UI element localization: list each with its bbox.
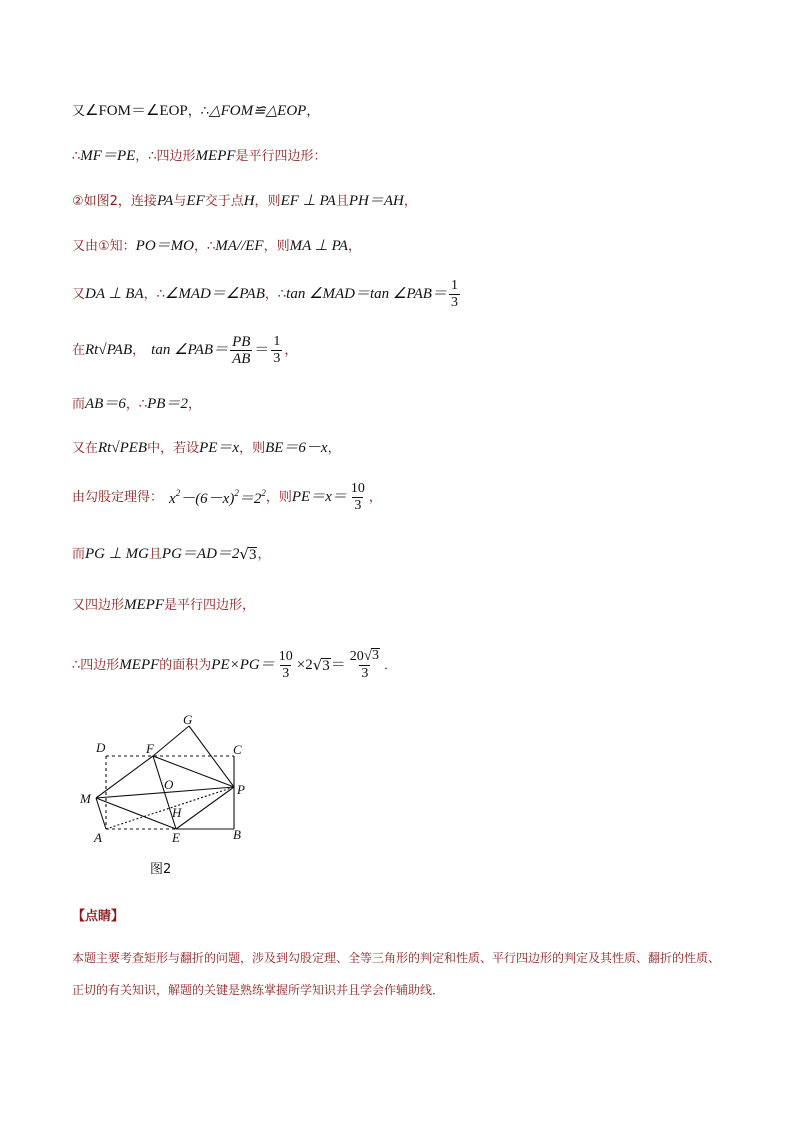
label-P: P bbox=[237, 782, 245, 797]
text: 的面积为 bbox=[159, 657, 212, 673]
solution-line-11 bbox=[72, 598, 255, 613]
label-A: A bbox=[94, 830, 102, 845]
text: ， bbox=[187, 397, 201, 412]
math: PE×PG＝ bbox=[211, 656, 275, 673]
text: ②如图2，连接 bbox=[72, 194, 157, 209]
math: tan ∠MAD＝tan ∠PAB＝ bbox=[286, 286, 447, 302]
solution-line-2 bbox=[72, 149, 327, 164]
segment-EP bbox=[176, 787, 234, 829]
text: ，则 bbox=[254, 194, 281, 209]
text: ， bbox=[257, 547, 271, 562]
math: tan ∠PAB＝ bbox=[151, 342, 229, 358]
solution-line-9 bbox=[72, 481, 382, 514]
text: 由勾股定理得： bbox=[72, 490, 164, 505]
text: ， bbox=[327, 441, 341, 456]
text: 又由①知： bbox=[72, 239, 136, 254]
fraction bbox=[277, 649, 295, 682]
text: 而 bbox=[72, 397, 86, 412]
math: PA bbox=[156, 193, 174, 209]
solution-line-3 bbox=[72, 194, 417, 209]
math: ＝ bbox=[254, 342, 270, 358]
text: 是平行四边形： bbox=[235, 149, 327, 164]
numerator: 10 bbox=[278, 648, 293, 664]
text: 交于点 bbox=[204, 194, 244, 209]
math: MEPF bbox=[119, 656, 160, 673]
text: ，则 bbox=[263, 239, 290, 254]
math: MF＝PE bbox=[80, 148, 136, 164]
text: ，则 bbox=[265, 490, 292, 505]
text: ，∴ bbox=[187, 104, 210, 119]
math: Rt√PEB bbox=[98, 440, 148, 456]
commentary-line-1: 本题主要考查矩形与翻折的问题，涉及到勾股定理、全等三角形的判定和性质、平行四边形的判定及其性质、翻折的性质、 bbox=[72, 951, 721, 965]
label-G: G bbox=[183, 712, 193, 727]
label-H: H bbox=[172, 805, 182, 820]
text: ∴四边形 bbox=[72, 657, 120, 673]
solution-line-6 bbox=[72, 334, 297, 367]
solution-line-1 bbox=[72, 104, 319, 119]
text: ∴ bbox=[72, 149, 81, 164]
solution-line-4 bbox=[72, 239, 361, 254]
text: ， bbox=[403, 194, 417, 209]
text: ，∴ bbox=[143, 287, 165, 302]
text: 且 bbox=[148, 547, 162, 562]
square-root: √ 3 bbox=[312, 655, 330, 674]
math: △FOM≌△EOP bbox=[209, 103, 307, 119]
square-root: √ 3 bbox=[239, 545, 257, 563]
math: BE＝6－x bbox=[265, 440, 328, 456]
numerator: 10 bbox=[350, 481, 365, 496]
text: 与 bbox=[173, 194, 187, 209]
text: 且 bbox=[335, 194, 349, 209]
segment-MA bbox=[96, 798, 106, 829]
text: 而 bbox=[72, 547, 86, 562]
denominator: 3 bbox=[273, 351, 281, 366]
math: MA//EF bbox=[215, 238, 264, 254]
math: ＝ bbox=[330, 656, 346, 673]
text: ，则 bbox=[239, 441, 266, 456]
figure-caption: 图2 bbox=[150, 862, 172, 877]
label-E: E bbox=[172, 830, 180, 845]
geometry-figure-2 bbox=[76, 712, 266, 852]
text: 又在 bbox=[72, 441, 99, 456]
text: 又四边形 bbox=[72, 598, 125, 613]
solution-line-10 bbox=[72, 547, 271, 562]
text: ， bbox=[368, 490, 382, 505]
numerator: 20 √ 3 bbox=[349, 648, 380, 664]
math: PO＝MO bbox=[135, 238, 194, 254]
text: ，∴ bbox=[264, 287, 287, 302]
label-C: C bbox=[233, 742, 242, 757]
text: 中，若设 bbox=[147, 441, 200, 456]
math: PG ⊥ MG bbox=[85, 546, 149, 562]
text: ， bbox=[306, 104, 320, 119]
label-O: O bbox=[164, 777, 174, 792]
denominator: 3 bbox=[361, 666, 369, 681]
math: $x^2-(6-x)^2=2^2$ bbox=[169, 487, 266, 507]
fraction bbox=[449, 278, 460, 311]
text: ，∴四边形 bbox=[135, 149, 196, 164]
label-D: D bbox=[96, 740, 106, 755]
label-F: F bbox=[146, 741, 154, 756]
commentary-heading: 【点睛】 bbox=[72, 909, 125, 924]
segment-ME bbox=[96, 798, 176, 829]
math: ∠MAD＝∠PAB bbox=[164, 286, 265, 302]
math: MEPF bbox=[195, 148, 236, 164]
math: Rt√PAB bbox=[85, 342, 133, 358]
text: ， bbox=[347, 239, 361, 254]
numerator: PB bbox=[232, 334, 251, 350]
math: PE＝x＝ bbox=[291, 489, 347, 505]
fraction bbox=[271, 334, 282, 367]
math: PH＝AH bbox=[348, 193, 404, 209]
math: H bbox=[243, 193, 255, 209]
segment-FG bbox=[153, 726, 189, 756]
text: ，∴ bbox=[193, 239, 216, 254]
math: AB＝6 bbox=[85, 396, 126, 412]
numerator: 1 bbox=[450, 278, 458, 293]
solution-line-7 bbox=[72, 397, 201, 412]
math: MA ⊥ PA bbox=[289, 238, 348, 254]
denominator: 3 bbox=[282, 665, 290, 681]
denominator: 3 bbox=[450, 295, 458, 310]
text: 又 bbox=[72, 287, 86, 302]
math: DA ⊥ BA bbox=[85, 286, 144, 302]
segment-MF bbox=[96, 756, 153, 798]
denominator: AB bbox=[232, 351, 251, 367]
fraction bbox=[348, 648, 382, 682]
text: ，∴ bbox=[125, 397, 148, 412]
math: PE＝x bbox=[199, 440, 240, 456]
text: ． bbox=[384, 657, 398, 673]
solution-line-8 bbox=[72, 441, 341, 456]
solution-line-5 bbox=[72, 278, 462, 311]
text: ， bbox=[284, 343, 298, 358]
fraction bbox=[230, 334, 252, 367]
text: 是平行四边形， bbox=[164, 598, 256, 613]
math: PG＝AD＝2 bbox=[161, 546, 240, 562]
math: ×2 bbox=[296, 656, 313, 673]
math: EF ⊥ PA bbox=[280, 193, 336, 209]
text: 在 bbox=[72, 343, 86, 358]
math: EF bbox=[186, 193, 205, 209]
solution-line-12 bbox=[72, 648, 397, 682]
fraction bbox=[349, 481, 367, 514]
numerator: 1 bbox=[273, 334, 281, 349]
label-B: B bbox=[233, 827, 241, 842]
text: 又 bbox=[72, 104, 86, 119]
math: ∠FOM＝∠EOP bbox=[85, 103, 188, 119]
label-M: M bbox=[80, 791, 91, 806]
math: MEPF bbox=[124, 597, 164, 613]
math: PB＝2 bbox=[147, 396, 188, 412]
text: ， bbox=[132, 343, 146, 358]
denominator: 3 bbox=[354, 498, 362, 513]
segment-AP bbox=[106, 787, 234, 829]
commentary-line-2: 正切的有关知识，解题的关键是熟练掌握所学知识并且学会作辅助线． bbox=[72, 983, 445, 997]
